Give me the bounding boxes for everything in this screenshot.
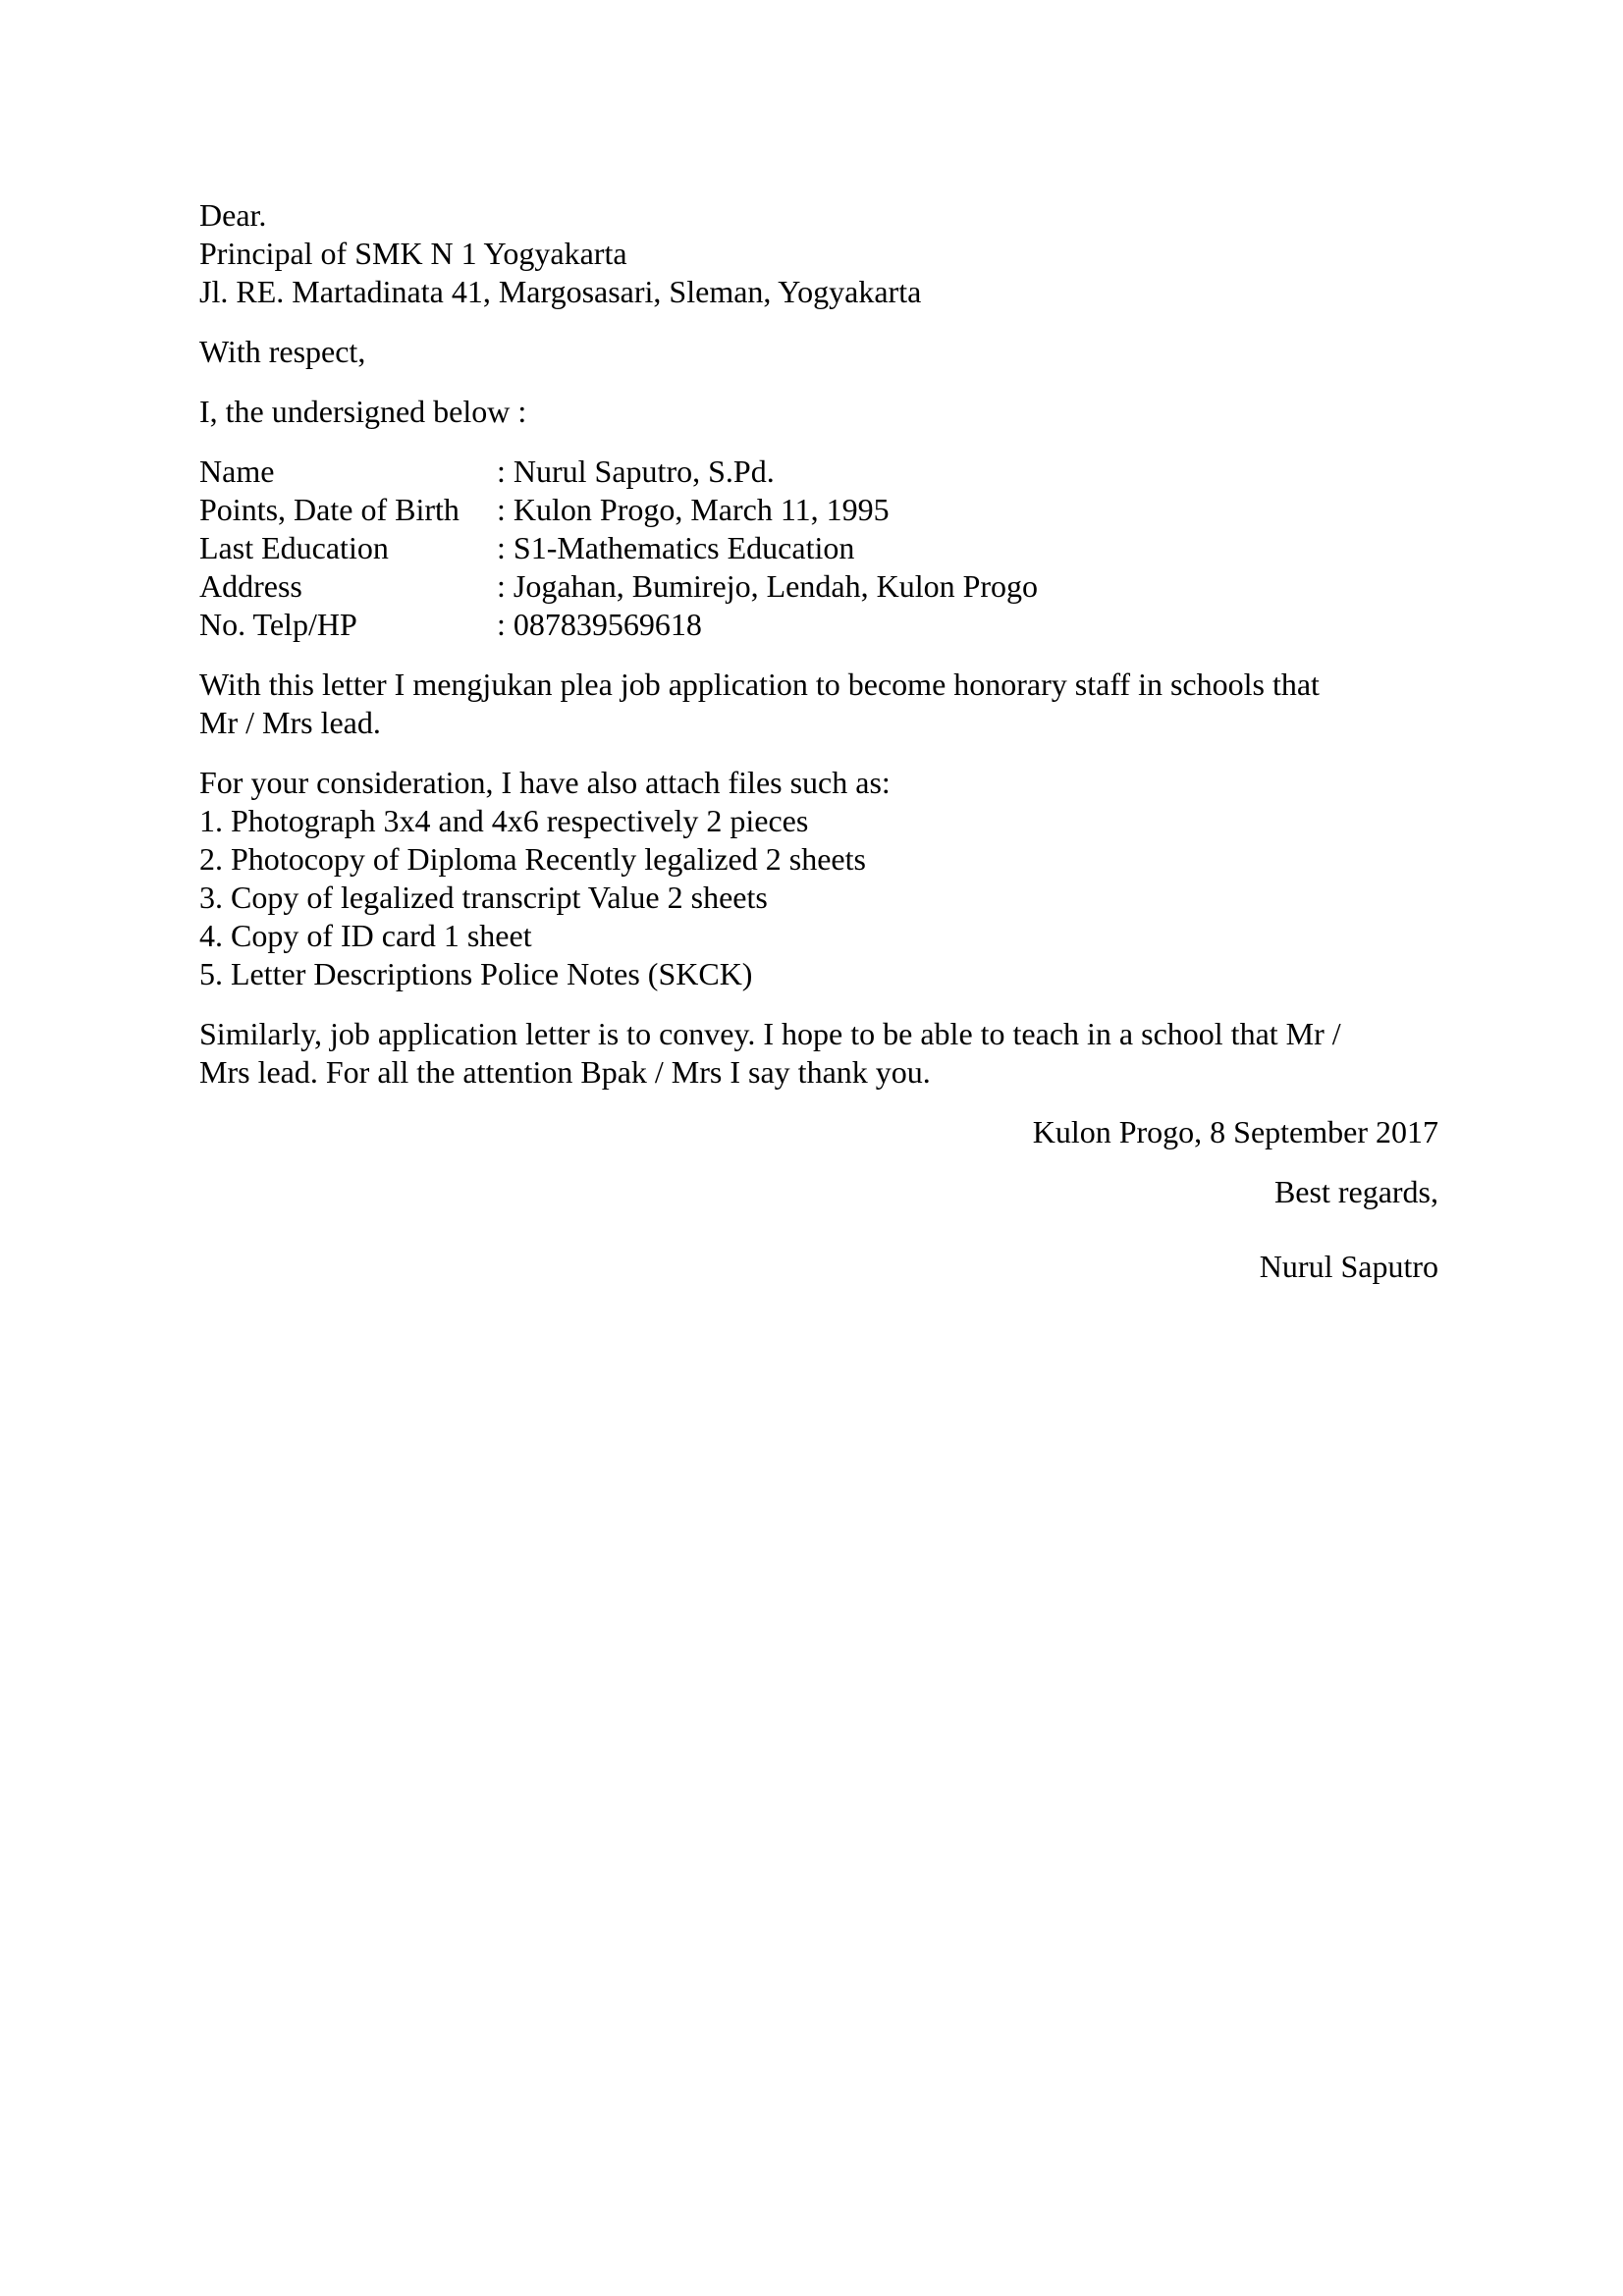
- identity-value: : S1-Mathematics Education: [497, 530, 855, 565]
- greeting-text: With respect,: [199, 334, 366, 369]
- identity-value: : 087839569618: [497, 607, 702, 642]
- salutation: Dear.: [199, 197, 267, 233]
- attachments-block: [199, 764, 1438, 993]
- identity-label: Address: [199, 568, 302, 604]
- signature-name: Nurul Saputro: [1259, 1249, 1438, 1284]
- closing-line: Mrs lead. For all the attention Bpak / Mrs I say thank you.: [199, 1054, 931, 1090]
- closing-paragraph: [199, 1015, 1438, 1092]
- identity-label: Points, Date of Birth: [199, 492, 460, 527]
- application-paragraph: [199, 666, 1438, 742]
- recipient-name: Principal of SMK N 1 Yogyakarta: [199, 236, 627, 271]
- place-date: [199, 1113, 1438, 1151]
- greeting: [199, 333, 1438, 371]
- letter-body: [199, 196, 1438, 1286]
- application-line: Mr / Mrs lead.: [199, 705, 381, 740]
- application-line: With this letter I mengjukan plea job application to become honorary staff in schools that: [199, 667, 1320, 702]
- identity-row: [199, 491, 1038, 529]
- closing-line: Similarly, job application letter is to convey. I hope to be able to teach in a school that Mr /: [199, 1016, 1341, 1051]
- intro-text: I, the undersigned below :: [199, 394, 527, 429]
- identity-row: [199, 567, 1038, 606]
- place-date-text: Kulon Progo, 8 September 2017: [1032, 1114, 1438, 1149]
- recipient-block: [199, 196, 1438, 311]
- attachment-item: 4. Copy of ID card 1 sheet: [199, 918, 532, 953]
- intro: [199, 393, 1438, 431]
- attachment-item: 2. Photocopy of Diploma Recently legalized 2 sheets: [199, 841, 866, 877]
- regards: [199, 1173, 1438, 1211]
- attachment-item: 5. Letter Descriptions Police Notes (SKCK): [199, 956, 753, 991]
- identity-label: Name: [199, 454, 275, 489]
- identity-block: [199, 453, 1438, 644]
- regards-text: Best regards,: [1273, 1174, 1438, 1209]
- signature: [199, 1248, 1438, 1286]
- attachment-item: 1. Photograph 3x4 and 4x6 respectively 2 pieces: [199, 803, 809, 838]
- identity-value: : Jogahan, Bumirejo, Lendah, Kulon Progo: [497, 568, 1039, 604]
- attachment-item: 3. Copy of legalized transcript Value 2 sheets: [199, 880, 768, 915]
- identity-label: Last Education: [199, 530, 389, 565]
- identity-table: [199, 453, 1038, 644]
- attachments-intro: For your consideration, I have also attach files such as:: [199, 765, 891, 800]
- recipient-address: Jl. RE. Martadinata 41, Margosasari, Sleman, Yogyakarta: [199, 274, 922, 309]
- identity-row: [199, 606, 1038, 644]
- identity-value: : Nurul Saputro, S.Pd.: [497, 454, 775, 489]
- identity-row: [199, 529, 1038, 567]
- identity-label: No. Telp/HP: [199, 607, 357, 642]
- identity-value: : Kulon Progo, March 11, 1995: [497, 492, 890, 527]
- identity-row: [199, 453, 1038, 491]
